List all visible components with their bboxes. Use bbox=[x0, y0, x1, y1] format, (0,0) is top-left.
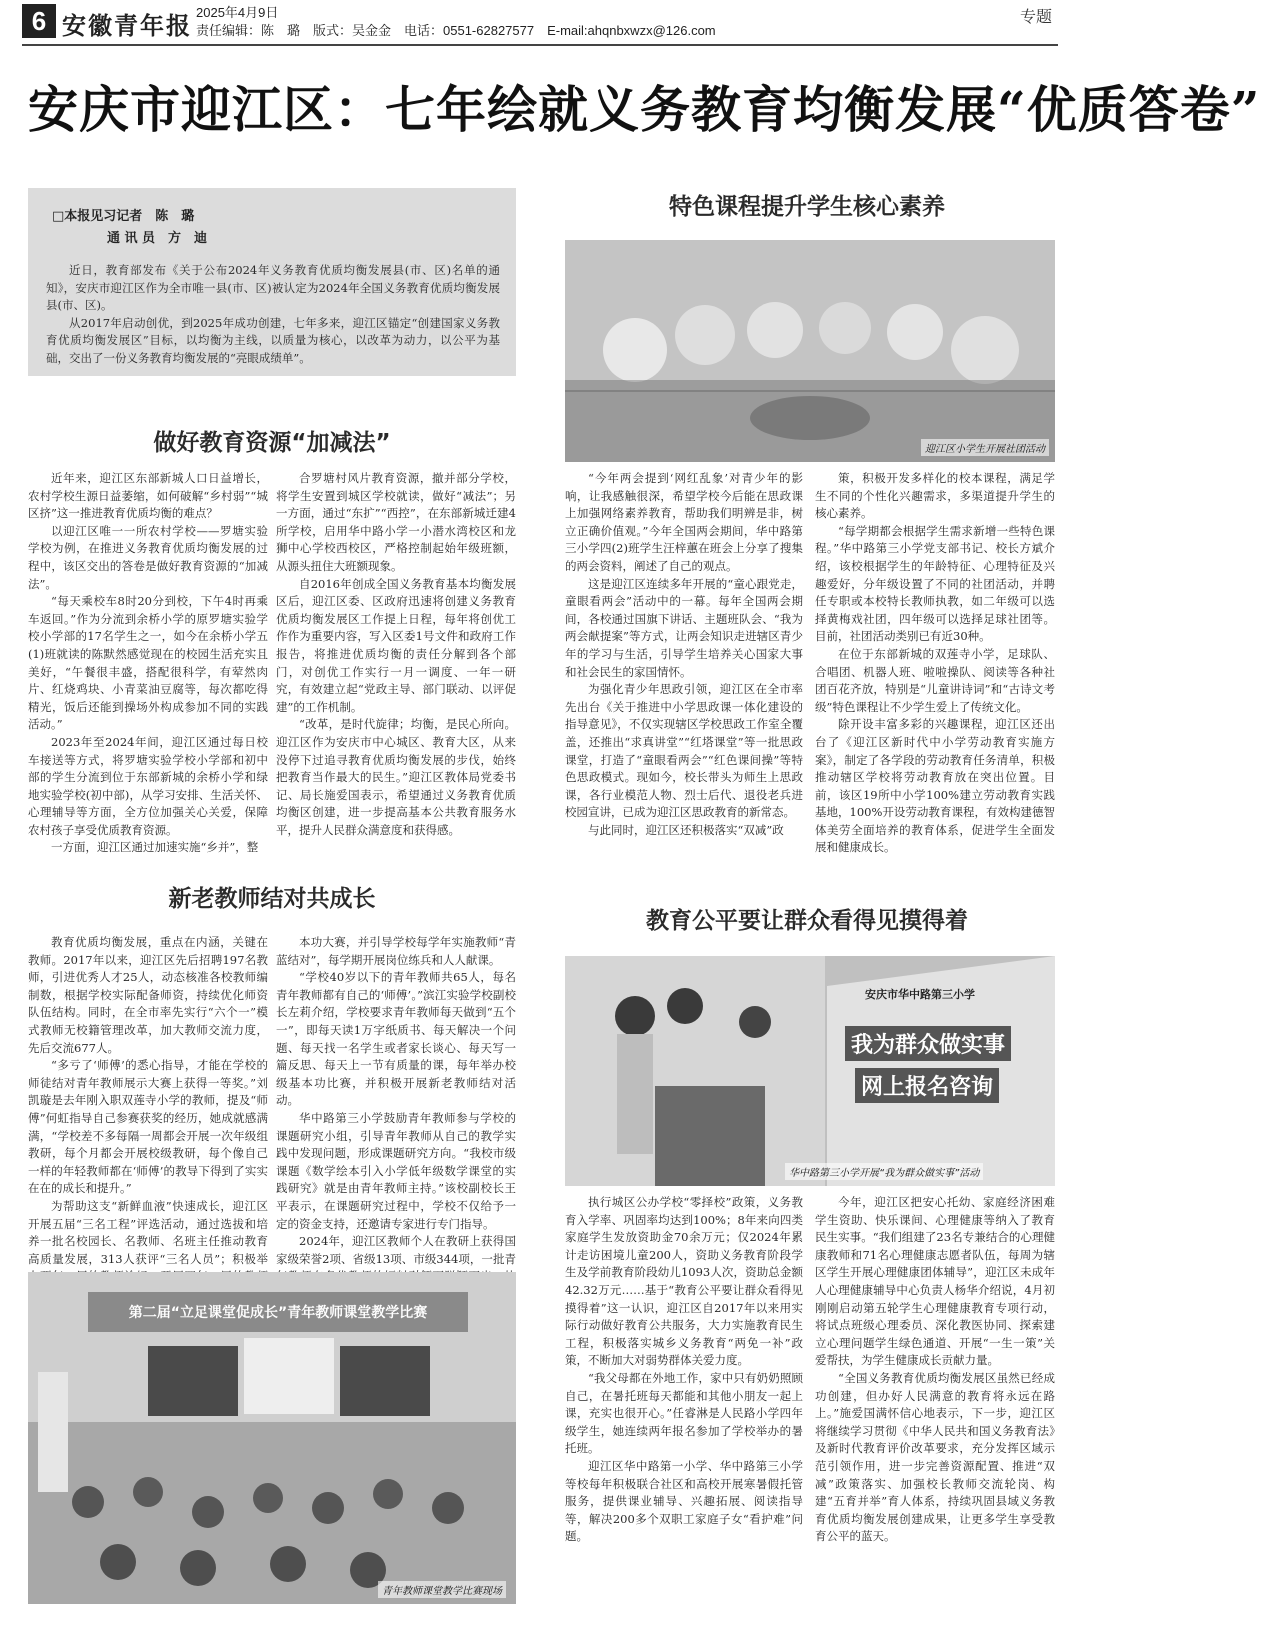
paragraph: 执行城区公办学校“零择校”政策，义务教育入学率、巩固率均达到100%；8年来向四类家庭学生发放资助金70余万元；仅2024年累计走访困境儿童200人，资助义务教育阶段学生及学前教育阶段幼儿1093人次，资助总金额42.32万元……基于“教育公平要让群众看得见摸得着”这一认识，迎江区自2017年以来用实际行动做好教育公共服务，大力实施教育民生工程，积极落实城乡义务教育“两免一补”政策，不断加大对弱势群体关爱力度。 bbox=[565, 1195, 803, 1368]
courses-column-1 bbox=[565, 470, 803, 854]
paragraph: 教育优质均衡发展，重点在内涵，关键在教师。2017年以来，迎江区先后招聘197名教师，引进优秀人才25人，动态核准各校教师编制数，根据学校实际配备师资，持续优化师资队伍结构。同时，在全市率先实行“六个一”模式教师无校籍管理改革，加大教师交流力度，先后交流677人。 bbox=[28, 935, 268, 1055]
teachers-column-1 bbox=[28, 934, 268, 1266]
paragraph: “每天乘校车8时20分到校，下午4时再乘车返回。”作为分流到余桥小学的原罗塘实验学校小学部的17名学生之一，如今在余桥小学五(1)班就读的陈默然感觉现在的校园生活充实且美好，“午餐很丰盛，搭配很科学，有荤然肉片、红烧鸡块、小青菜油豆腐等，每次都吃得精光，饭后还能到操场外构成参加不同的实践活动。” bbox=[28, 594, 268, 732]
resources-column-1 bbox=[28, 470, 268, 855]
photo-teaching-contest bbox=[28, 1272, 516, 1604]
section-title-courses: 特色课程提升学生核心素养 bbox=[669, 194, 945, 220]
paragraph: 合罗塘村风片教育资源，撤并部分学校，将学生安置到城区学校就读，做好“减法”；另一方面，通过“东扩”“西控”，在东部新城迁建4所学校，启用华中路小学一小潜水湾校区和龙狮中心学校西校区，严格控制起始年级班额，从源头扭住大班额现象。 bbox=[276, 471, 516, 573]
photo-service-activity bbox=[565, 956, 1055, 1186]
photo-caption: 华中路第三小学开展“我为群众做实事”活动 bbox=[785, 1163, 983, 1180]
fairness-column-1 bbox=[565, 1194, 803, 1608]
paragraph: “每学期都会根据学生需求新增一些特色课程。”华中路第三小学党支部书记、校长方斌介绍，该校根据学生的年龄特征、心理特征及兴趣爱好，分年级设置了不同的社团活动，并聘任专职或本校特长教师执教，如二年级可以选择黄梅戏社团，四年级可以选择足球社团等。目前，社团活动类别已有近30种。 bbox=[815, 523, 1055, 644]
lead-paragraph: 从2017年启动创优，到2025年成功创建，七年多来，迎江区锚定“创建国家义务教育优质均衡发展区”目标，以均衡为主线，以质量为核心，以改革为动力，以公平为基础，交出了一份义务教育均衡发展的“亮眼成绩单”。 bbox=[46, 315, 500, 365]
paragraph: 一方面，迎江区通过加速实施“乡并”，整 bbox=[51, 840, 259, 855]
photo-student-club bbox=[565, 240, 1055, 462]
courses-column-2 bbox=[815, 470, 1055, 854]
paragraph: “改革，是时代旋律；均衡，是民心所向。迎江区作为安庆市中心城区、教育大区，从来没停下过追寻教育优质均衡发展的步伐，始终把教育当作最大的民生。”迎江区教体局党委书记、局长施爱国表示，希望通过义务教育优质均衡区创建，进一步提高基本公共教育服务水平，提升人民群众满意度和获得感。 bbox=[276, 717, 516, 837]
section-title-resources: 做好教育资源“加减法” bbox=[153, 430, 391, 456]
paper-name: 安徽青年报 bbox=[62, 11, 192, 40]
section-title-teachers: 新老教师结对共成长 bbox=[168, 886, 376, 912]
paragraph: “多亏了‘师傅’的悉心指导，才能在学校的师徒结对青年教师展示大赛上获得一等奖。”刘凯璇是去年刚入职双莲寺小学的教师，提及“师傅”何虹指导自己参赛获奖的经历，她成就感满满，“学校差不多每隔一周都会开展一次年级组教研，每个月都会开展校级教研，每个像自己一样的年轻教师都在‘师傅’的教导下得到了实实在在的成长和提升。” bbox=[28, 1058, 268, 1196]
resources-column-2 bbox=[276, 470, 516, 850]
paragraph: 与此同时，迎江区还积极落实“双减”政 bbox=[588, 822, 784, 837]
byline-reporter: □本报见习记者 陈 璐 bbox=[52, 209, 195, 224]
paragraph: “我父母都在外地工作，家中只有奶奶照顾自己，在暑托班每天都能和其他小朋友一起上课，充实也很开心。”任睿淋是人民路小学四年级学生，她连续两年报名参加了学校举办的暑托班。 bbox=[565, 1370, 803, 1456]
fairness-column-2 bbox=[815, 1194, 1055, 1608]
sign-main: 我为群众做实事 bbox=[845, 1026, 1011, 1061]
masthead-rule bbox=[22, 44, 1058, 46]
lead-paragraph: 近日，教育部发布《关于公布2024年义务教育优质均衡发展县(市、区)名单的通知》，安庆市迎江区作为全市唯一县(市、区)被认定为2024年全国义务教育优质均衡发展县(市、区)。 bbox=[46, 263, 500, 313]
photo-caption: 迎江区小学生开展社团活动 bbox=[921, 439, 1049, 456]
masthead bbox=[0, 0, 1080, 46]
paragraph: “今年两会提到‘网红乱象’对青少年的影响，让我感触很深，希望学校今后能在思政课上加强网络素养教育，帮助我们明辨是非，树立正确价值观。”今年全国两会期间，华中路第三小学四(2)班学生汪梓蕙在班会上分享了搜集的两会资料，阐述了自己的观点。 bbox=[565, 471, 803, 573]
teachers-column-2 bbox=[276, 934, 516, 1266]
lead-text bbox=[46, 262, 500, 372]
paragraph: 除开设丰富多彩的兴趣课程，迎江区还出台了《迎江区新时代中小学劳动教育实施方案》，制定了各学段的劳动教育任务清单，积极推动辖区学校将劳动教育放在突出位置。目前，该区19所中小学100%建立劳动教育实践基地，100%开设劳动教育课程，有效构建德智体美劳全面培养的教育体系，促进学生全面发展和健康成长。 bbox=[815, 717, 1055, 855]
paragraph: 策，积极开发多样化的校本课程，满足学生不同的个性化兴趣需求，多渠道提升学生的核心素养。 bbox=[815, 471, 1055, 521]
section-label: 专题 bbox=[1019, 9, 1052, 26]
photo-caption: 青年教师课堂教学比赛现场 bbox=[378, 1581, 506, 1598]
section-title-fairness: 教育公平要让群众看得见摸得着 bbox=[646, 908, 968, 934]
paragraph: 为强化青少年思政引领，迎江区在全市率先出台《关于推进中小学思政课一体化建设的指导意见》，不仅实现辖区学校思政工作室全覆盖，还推出“求真讲堂”“红塔课堂”等一批思政课堂，打造了“童眼看两会”“红色课间操”等特色思政模式。现如今，校长带头为师生上思政课，各行业模范人物、烈士后代、退役老兵进校园宣讲，已成为迎江区思政教育的新常态。 bbox=[565, 682, 803, 820]
editor-info: 责任编辑：陈 璐 版式：吴金金 电话：0551-62827577 E-mail:ahqnbxwzx@126.com bbox=[196, 23, 716, 38]
paragraph: 自2016年创成全国义务教育基本均衡发展区后，迎江区委、区政府迅速将创建义务教育优质均衡发展区工作提上日程，每年将创优工作作为重要内容，写入区委1号文件和政府工作报告，将推进优质均衡的责任分解到各个部门，对创优工作实行一月一调度、一年一研究，有效建立起“党政主导、部门联动、以评促建”的工作机制。 bbox=[276, 576, 516, 714]
paragraph: 本功大赛，并引导学校每学年实施教师“青蓝结对”，每学期开展岗位练兵和人人献课。 bbox=[276, 935, 516, 967]
paragraph: 华中路第三小学鼓励青年教师参与学校的课题研究小组，引导青年教师从自己的教学实践中发现问题，形成课题研究方向。“我校市级课题《数学绘本引入小学低年级数学课堂的实践研究》就是由青年教师主持。”该校副校长王平表示，在课题研究过程中，学校不仅给予一定的资金支持，还邀请专家进行专门指导。 bbox=[276, 1110, 516, 1231]
paragraph: 在位于东部新城的双莲寺小学，足球队、合唱团、机器人班、啦啦操队、阅读等各种社团百花齐放，特别是“儿童讲诗词”和“古诗文考级”特色课程让不少学生爱上了传统文化。 bbox=[815, 646, 1055, 714]
headline: 安庆市迎江区：七年绘就义务教育均衡发展“优质答卷” bbox=[28, 80, 1261, 139]
paragraph: 为帮助这支“新鲜血液”快速成长，迎江区开展五届“三名工程”评选活动，通过选拔和培养一批名校园长、名教师、名班主任推动教育高质量发展，313人获评“三名人员”；积极举 bbox=[28, 1198, 268, 1266]
paragraph: “全国义务教育优质均衡发展区虽然已经成功创建，但办好人民满意的教育将永远在路上。”施爱国满怀信心地表示，下一步，迎江区将继续学习贯彻《中华人民共和国义务教育法》及新时代教育评价改革要求，充分发挥区域示范引领作用，进一步完善资源配置、推进“双减”政策落实、加强校长教师交流轮岗、构建“五育并举”育人体系，持续巩固县域义务教育优质均衡发展创建成果，让更多学生享受教育公平的蓝天。 bbox=[815, 1370, 1055, 1544]
issue-date: 2025年4月9日 bbox=[196, 5, 279, 20]
page-number: 6 bbox=[22, 4, 56, 38]
paragraph: 2023年至2024年间，迎江区通过每日校车接送等方式，将罗塘实验学校小学部和初中部的学生分流到位于东部新城的余桥小学和绿地实验学校(初中部)，从学习安排、生活关怀、心理辅导等方面，全方位加强关心关爱，保障农村孩子享受优质教育资源。 bbox=[28, 734, 268, 837]
paragraph: 迎江区华中路第一小学、华中路第三小学等校每年积极联合社区和高校开展寒暑假托管服务，提供课业辅导、兴趣拓展、阅读指导等，解决200多个双职工家庭子女“看护难”问题。 bbox=[565, 1458, 803, 1544]
student-club-image bbox=[565, 240, 1055, 462]
byline-correspondent: 通 讯 员 方 迪 bbox=[94, 231, 208, 246]
paragraph: 这是迎江区连续多年开展的“童心跟党走，童眼看两会”活动中的一幕。每年全国两会期间，各校通过国旗下讲话、主题班队会、“我为两会献提案”等方式，让两会知识走进辖区青少年的学习与生活，引导学生培养关心国家大事和社会民生的家国情怀。 bbox=[565, 576, 803, 679]
paragraph: 今年，迎江区把安心托幼、家庭经济困难学生资助、快乐课间、心理健康等纳入了教育民生实事。“我们组建了23名专兼结合的心理健康教师和71名心理健康志愿者队伍，每周为辖区学生开展心理健康团体辅导”，迎江区未成年人心理健康辅导中心负责人杨华介绍说，4月初刚刚启动第五轮学生心理健康教育专项行动，将试点班级心理委员、深化教医协同、探索建立心理问题学生绿色通道、开展“一生一策”关爱帮扶，为学生健康成长贡献力量。 bbox=[815, 1195, 1055, 1368]
contest-banner: 第二届“立足课堂促成长”青年教师课堂教学比赛 bbox=[128, 1305, 428, 1321]
paragraph: “学校40岁以下的青年教师共65人，每名青年教师都有自己的‘师傅’。”滨江实验学校副校长左莉介绍，学校要求青年教师每天做到“五个一”，即每天读1万字纸质书、每天解决一个问题、每天找一名学生或者家长谈心、每天写一篇反思、每天上一节有质量的课，每年举办校级基本功比赛，并积极开展新老教师结对活动。 bbox=[276, 970, 516, 1108]
byline bbox=[52, 206, 207, 250]
paragraph: 以迎江区唯一一所农村学校——罗塘实验学校为例，在推进义务教育优质均衡发展的过程中，该区交出的答卷是做好教育资源的“加减法”。 bbox=[28, 523, 268, 591]
sign-school: 安庆市华中路第三小学 bbox=[865, 988, 975, 1001]
paragraph: 2024年，迎江区教师个人在教研上获得国家级荣誉2项、省级13项、市级344项，一批青 bbox=[276, 1234, 516, 1266]
sign-sub: 网上报名咨询 bbox=[855, 1068, 999, 1103]
paragraph: 近年来，迎江区东部新城人口日益增长，农村学校生源日益萎缩，如何破解“乡村弱”“城区挤”这一推进教育优质均衡的难点？ bbox=[28, 471, 268, 521]
masthead-meta bbox=[196, 4, 716, 40]
